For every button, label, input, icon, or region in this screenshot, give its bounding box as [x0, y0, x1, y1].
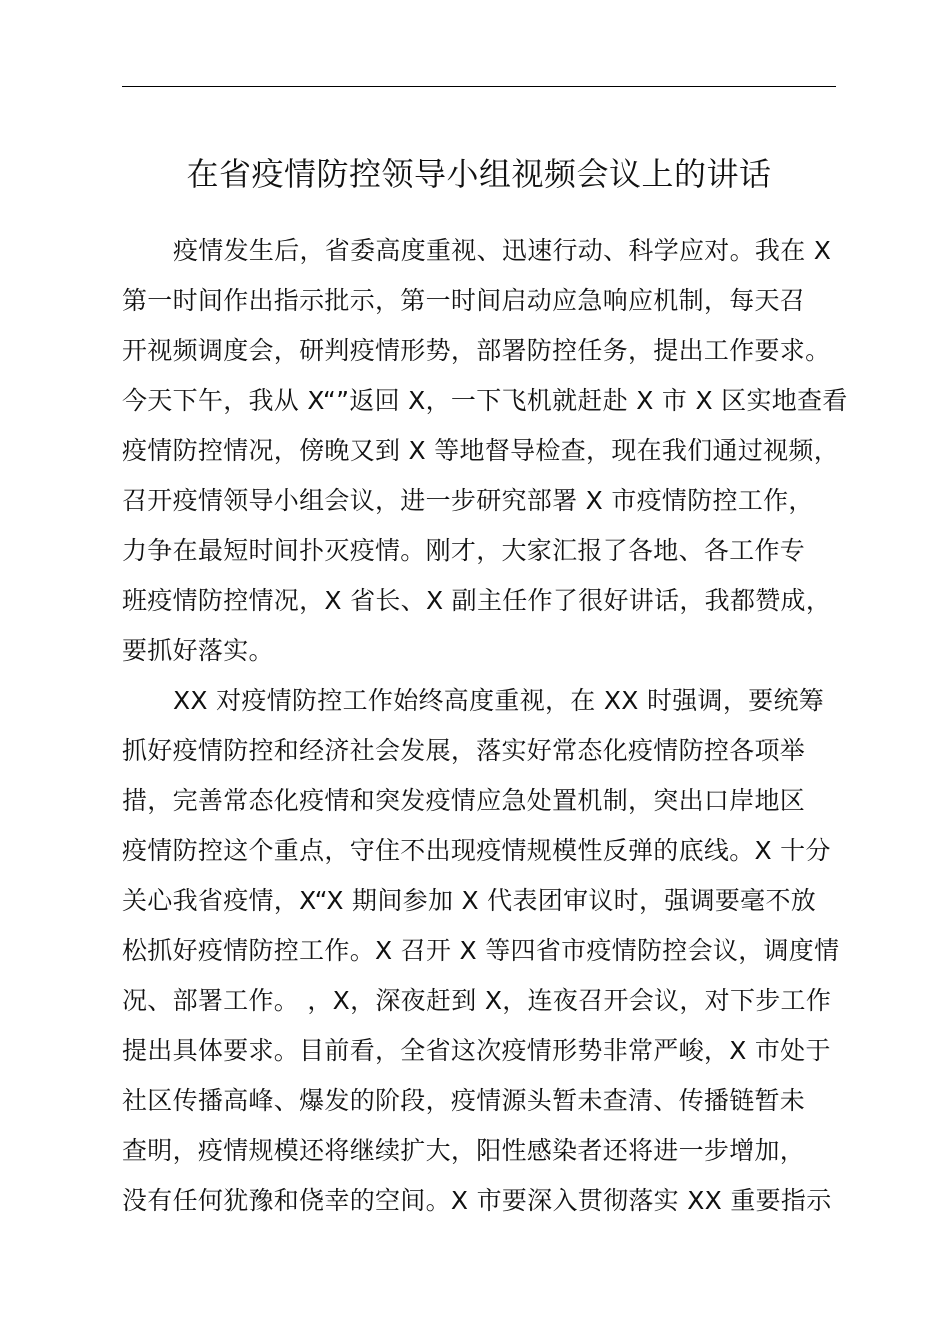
text-line: 今天下午，我从 X“”返回 X，一下飞机就赶赴 X 市 X 区实地查看	[122, 386, 848, 415]
text-line: 班疫情防控情况，X 省长、X 副主任作了很好讲话，我都赞成，	[122, 586, 832, 615]
text-line: 要抓好落实。	[122, 636, 274, 665]
text-line: 松抓好疫情防控工作。X 召开 X 等四省市疫情防控会议，调度情	[122, 936, 840, 965]
text-line: 措，完善常态化疫情和突发疫情应急处置机制，突出口岸地区	[122, 786, 806, 815]
paragraph-2	[122, 676, 862, 1226]
text-line: XX 对疫情防控工作始终高度重视，在 XX 时强调，要统筹	[173, 686, 825, 715]
text-line: 没有任何犹豫和侥幸的空间。X 市要深入贯彻落实 XX 重要指示	[122, 1186, 832, 1215]
text-line: 疫情防控情况，傍晚又到 X 等地督导检查，现在我们通过视频，	[122, 436, 840, 465]
header-rule	[122, 86, 836, 87]
text-line: 抓好疫情防控和经济社会发展，落实好常态化疫情防控各项举	[122, 736, 806, 765]
text-line: 开视频调度会，研判疫情形势，部署防控任务，提出工作要求。	[122, 336, 831, 365]
text-line: 社区传播高峰、爆发的阶段，疫情源头暂未查清、传播链暂未	[122, 1086, 806, 1115]
text-line: 查明，疫情规模还将继续扩大，阳性感染者还将进一步增加，	[122, 1136, 806, 1165]
document-body	[122, 226, 862, 1226]
text-line: 第一时间作出指示批示，第一时间启动应急响应机制，每天召	[122, 286, 806, 315]
text-line: 提出具体要求。目前看，全省这次疫情形势非常严峻，X 市处于	[122, 1036, 831, 1065]
text-line: 况、部署工作。 ，X，深夜赶到 X，连夜召开会议，对下步工作	[122, 986, 832, 1015]
text-line: 疫情发生后，省委高度重视、迅速行动、科学应对。我在 X	[173, 236, 832, 265]
paragraph-1	[122, 226, 862, 676]
document-title: 在省疫情防控领导小组视频会议上的讲话	[186, 155, 772, 193]
text-line: 关心我省疫情，X“X 期间参加 X 代表团审议时，强调要毫不放	[122, 886, 817, 915]
text-line: 召开疫情领导小组会议，进一步研究部署 X 市疫情防控工作，	[122, 486, 814, 515]
text-line: 力争在最短时间扑灭疫情。刚才，大家汇报了各地、各工作专	[122, 536, 806, 565]
text-line: 疫情防控这个重点，守住不出现疫情规模性反弹的底线。X 十分	[122, 836, 831, 865]
